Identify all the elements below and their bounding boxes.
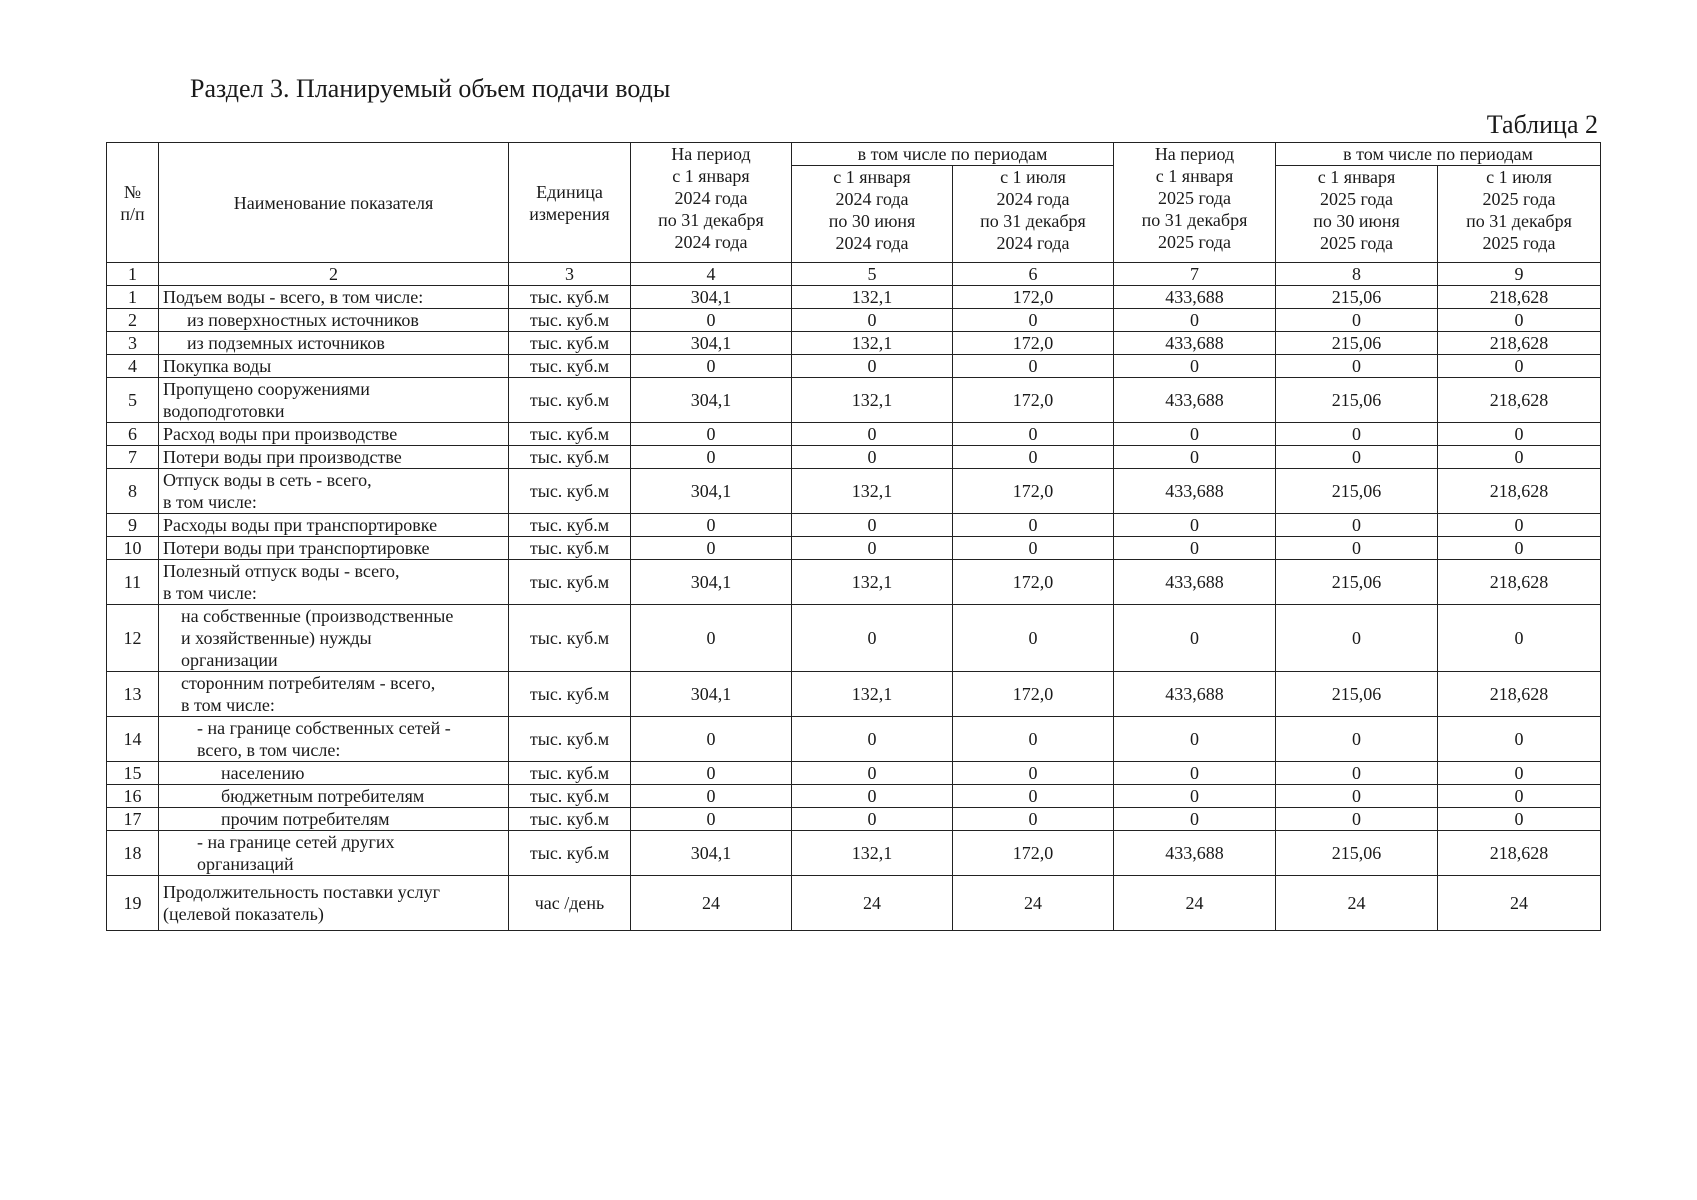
value-period-2024: 0 [631, 446, 792, 469]
table-row [107, 762, 1601, 785]
value-h2-2025: 218,628 [1438, 378, 1601, 423]
value-h2-2024: 172,0 [953, 831, 1114, 876]
header-period-2024: На период с 1 января 2024 года по 31 декабря 2024 года [631, 143, 792, 263]
column-number: 9 [1438, 263, 1601, 286]
unit: тыс. куб.м [509, 537, 631, 560]
value-h1-2024: 0 [792, 355, 953, 378]
column-number: 6 [953, 263, 1114, 286]
value-period-2025: 0 [1114, 355, 1276, 378]
value-period-2025: 24 [1114, 876, 1276, 931]
value-h2-2024: 0 [953, 537, 1114, 560]
value-h2-2024: 0 [953, 785, 1114, 808]
value-h2-2024: 0 [953, 514, 1114, 537]
value-h1-2025: 0 [1276, 537, 1438, 560]
value-h1-2025: 0 [1276, 762, 1438, 785]
column-number-row [107, 263, 1601, 286]
table-row [107, 808, 1601, 831]
value-period-2025: 0 [1114, 309, 1276, 332]
table-row [107, 560, 1601, 605]
header-incl-2025: в том числе по периодам [1276, 143, 1601, 166]
indicator-name: бюджетным потребителям [159, 785, 509, 808]
row-number: 5 [107, 378, 159, 423]
value-h2-2024: 0 [953, 762, 1114, 785]
table-row [107, 355, 1601, 378]
column-number: 8 [1276, 263, 1438, 286]
table-row [107, 831, 1601, 876]
unit: тыс. куб.м [509, 785, 631, 808]
unit: тыс. куб.м [509, 717, 631, 762]
value-h1-2025: 0 [1276, 717, 1438, 762]
value-h2-2024: 172,0 [953, 378, 1114, 423]
column-number: 5 [792, 263, 953, 286]
column-number: 1 [107, 263, 159, 286]
value-h1-2025: 0 [1276, 514, 1438, 537]
indicator-name: населению [159, 762, 509, 785]
value-h1-2024: 0 [792, 423, 953, 446]
header-h2-2024: с 1 июля 2024 года по 31 декабря 2024 года [953, 166, 1114, 263]
header-h2-2025: с 1 июля 2025 года по 31 декабря 2025 года [1438, 166, 1601, 263]
row-number: 6 [107, 423, 159, 446]
value-h2-2024: 0 [953, 309, 1114, 332]
value-h2-2025: 0 [1438, 605, 1601, 672]
table-row [107, 537, 1601, 560]
indicator-name: Продолжительность поставки услуг (целевой показатель) [159, 876, 509, 931]
value-h1-2024: 132,1 [792, 560, 953, 605]
value-h1-2025: 215,06 [1276, 672, 1438, 717]
value-h1-2024: 132,1 [792, 378, 953, 423]
row-number: 18 [107, 831, 159, 876]
value-period-2025: 0 [1114, 423, 1276, 446]
value-period-2025: 433,688 [1114, 831, 1276, 876]
table-row [107, 309, 1601, 332]
value-h2-2025: 0 [1438, 762, 1601, 785]
value-h2-2024: 0 [953, 717, 1114, 762]
value-h2-2025: 0 [1438, 355, 1601, 378]
indicator-name: Потери воды при производстве [159, 446, 509, 469]
unit: тыс. куб.м [509, 286, 631, 309]
value-h1-2025: 0 [1276, 446, 1438, 469]
value-period-2024: 304,1 [631, 332, 792, 355]
indicator-name: на собственные (производственные и хозяйственные) нужды организации [159, 605, 509, 672]
value-h2-2025: 218,628 [1438, 332, 1601, 355]
value-period-2024: 304,1 [631, 378, 792, 423]
value-h1-2025: 0 [1276, 605, 1438, 672]
value-period-2024: 0 [631, 423, 792, 446]
unit: тыс. куб.м [509, 514, 631, 537]
value-period-2025: 0 [1114, 717, 1276, 762]
indicator-name: Пропущено сооружениями водоподготовки [159, 378, 509, 423]
header-num: № п/п [107, 143, 159, 263]
value-h2-2025: 24 [1438, 876, 1601, 931]
value-h1-2024: 132,1 [792, 469, 953, 514]
value-h1-2024: 0 [792, 717, 953, 762]
unit: тыс. куб.м [509, 560, 631, 605]
value-h2-2025: 0 [1438, 514, 1601, 537]
row-number: 1 [107, 286, 159, 309]
value-period-2025: 0 [1114, 785, 1276, 808]
value-period-2025: 433,688 [1114, 560, 1276, 605]
table-row [107, 469, 1601, 514]
header-name: Наименование показателя [159, 143, 509, 263]
value-h2-2024: 0 [953, 446, 1114, 469]
value-h1-2024: 132,1 [792, 332, 953, 355]
value-h1-2025: 24 [1276, 876, 1438, 931]
value-h1-2024: 0 [792, 537, 953, 560]
indicator-name: из подземных источников [159, 332, 509, 355]
value-h1-2025: 215,06 [1276, 469, 1438, 514]
value-period-2024: 304,1 [631, 672, 792, 717]
value-h1-2025: 0 [1276, 423, 1438, 446]
value-h2-2024: 172,0 [953, 286, 1114, 309]
value-h2-2025: 0 [1438, 808, 1601, 831]
unit: тыс. куб.м [509, 423, 631, 446]
row-number: 3 [107, 332, 159, 355]
value-h2-2024: 24 [953, 876, 1114, 931]
row-number: 7 [107, 446, 159, 469]
value-period-2024: 304,1 [631, 286, 792, 309]
value-h2-2025: 218,628 [1438, 286, 1601, 309]
value-h2-2024: 0 [953, 605, 1114, 672]
row-number: 10 [107, 537, 159, 560]
column-number: 7 [1114, 263, 1276, 286]
indicator-name: Расходы воды при транспортировке [159, 514, 509, 537]
unit: тыс. куб.м [509, 605, 631, 672]
value-h1-2025: 215,06 [1276, 286, 1438, 309]
value-h2-2024: 172,0 [953, 560, 1114, 605]
value-h1-2024: 0 [792, 309, 953, 332]
value-h2-2025: 218,628 [1438, 469, 1601, 514]
unit: час /день [509, 876, 631, 931]
section-title: Раздел 3. Планируемый объем подачи воды [190, 74, 671, 103]
column-number: 3 [509, 263, 631, 286]
value-h1-2025: 215,06 [1276, 332, 1438, 355]
row-number: 4 [107, 355, 159, 378]
indicator-name: Потери воды при транспортировке [159, 537, 509, 560]
table-row [107, 876, 1601, 931]
value-period-2024: 304,1 [631, 831, 792, 876]
value-h1-2024: 132,1 [792, 831, 953, 876]
value-h2-2024: 172,0 [953, 672, 1114, 717]
header-incl-2024: в том числе по периодам [792, 143, 1114, 166]
row-number: 11 [107, 560, 159, 605]
value-h2-2025: 0 [1438, 717, 1601, 762]
table-row [107, 605, 1601, 672]
indicator-name: - на границе собственных сетей - всего, в том числе: [159, 717, 509, 762]
row-number: 16 [107, 785, 159, 808]
value-h1-2024: 24 [792, 876, 953, 931]
value-period-2024: 0 [631, 309, 792, 332]
value-h2-2024: 172,0 [953, 469, 1114, 514]
table-row [107, 378, 1601, 423]
row-number: 17 [107, 808, 159, 831]
unit: тыс. куб.м [509, 309, 631, 332]
value-h2-2025: 218,628 [1438, 831, 1601, 876]
header-h1-2024: с 1 января 2024 года по 30 июня 2024 года [792, 166, 953, 263]
value-h1-2025: 215,06 [1276, 378, 1438, 423]
value-period-2025: 0 [1114, 537, 1276, 560]
value-period-2024: 24 [631, 876, 792, 931]
value-h1-2024: 0 [792, 446, 953, 469]
unit: тыс. куб.м [509, 808, 631, 831]
row-number: 2 [107, 309, 159, 332]
value-h1-2024: 132,1 [792, 672, 953, 717]
unit: тыс. куб.м [509, 332, 631, 355]
indicator-name: прочим потребителям [159, 808, 509, 831]
unit: тыс. куб.м [509, 762, 631, 785]
value-h1-2024: 132,1 [792, 286, 953, 309]
value-h2-2025: 0 [1438, 446, 1601, 469]
value-period-2024: 0 [631, 537, 792, 560]
value-period-2024: 0 [631, 785, 792, 808]
indicator-name: сторонним потребителям - всего, в том числе: [159, 672, 509, 717]
value-h2-2025: 218,628 [1438, 560, 1601, 605]
value-period-2025: 433,688 [1114, 469, 1276, 514]
unit: тыс. куб.м [509, 378, 631, 423]
indicator-name: Покупка воды [159, 355, 509, 378]
row-number: 14 [107, 717, 159, 762]
value-period-2024: 0 [631, 605, 792, 672]
value-period-2025: 433,688 [1114, 332, 1276, 355]
unit: тыс. куб.м [509, 469, 631, 514]
indicator-name: - на границе сетей других организаций [159, 831, 509, 876]
value-period-2025: 433,688 [1114, 286, 1276, 309]
row-number: 9 [107, 514, 159, 537]
value-period-2025: 0 [1114, 605, 1276, 672]
row-number: 8 [107, 469, 159, 514]
value-period-2024: 0 [631, 762, 792, 785]
value-h2-2025: 0 [1438, 309, 1601, 332]
value-period-2024: 0 [631, 514, 792, 537]
value-h2-2024: 0 [953, 808, 1114, 831]
unit: тыс. куб.м [509, 672, 631, 717]
value-period-2025: 0 [1114, 808, 1276, 831]
table-row [107, 717, 1601, 762]
unit: тыс. куб.м [509, 446, 631, 469]
table-row [107, 286, 1601, 309]
value-h1-2025: 0 [1276, 785, 1438, 808]
header-period-2025: На период с 1 января 2025 года по 31 декабря 2025 года [1114, 143, 1276, 263]
table-row [107, 672, 1601, 717]
row-number: 13 [107, 672, 159, 717]
value-h2-2025: 0 [1438, 537, 1601, 560]
table-label: Таблица 2 [1486, 110, 1598, 139]
unit: тыс. куб.м [509, 831, 631, 876]
table-row [107, 785, 1601, 808]
unit: тыс. куб.м [509, 355, 631, 378]
indicator-name: Расход воды при производстве [159, 423, 509, 446]
value-h2-2025: 218,628 [1438, 672, 1601, 717]
value-h2-2025: 0 [1438, 423, 1601, 446]
indicator-name: Подъем воды - всего, в том числе: [159, 286, 509, 309]
header-row-1 [107, 143, 1601, 166]
value-h2-2024: 0 [953, 423, 1114, 446]
value-period-2024: 0 [631, 355, 792, 378]
row-number: 12 [107, 605, 159, 672]
value-h1-2024: 0 [792, 808, 953, 831]
indicator-name: Отпуск воды в сеть - всего, в том числе: [159, 469, 509, 514]
value-h1-2025: 0 [1276, 808, 1438, 831]
value-h1-2025: 0 [1276, 309, 1438, 332]
value-period-2025: 433,688 [1114, 672, 1276, 717]
value-period-2024: 304,1 [631, 469, 792, 514]
row-number: 15 [107, 762, 159, 785]
value-period-2025: 433,688 [1114, 378, 1276, 423]
value-h2-2024: 0 [953, 355, 1114, 378]
header-unit: Единица измерения [509, 143, 631, 263]
value-h1-2024: 0 [792, 785, 953, 808]
indicator-name: из поверхностных источников [159, 309, 509, 332]
value-period-2025: 0 [1114, 514, 1276, 537]
value-h2-2025: 0 [1438, 785, 1601, 808]
value-h1-2025: 0 [1276, 355, 1438, 378]
column-number: 4 [631, 263, 792, 286]
value-h1-2025: 215,06 [1276, 831, 1438, 876]
value-period-2024: 0 [631, 808, 792, 831]
water-supply-table [106, 142, 1601, 931]
row-number: 19 [107, 876, 159, 931]
value-period-2025: 0 [1114, 446, 1276, 469]
indicator-name: Полезный отпуск воды - всего, в том числе: [159, 560, 509, 605]
value-period-2024: 304,1 [631, 560, 792, 605]
value-period-2025: 0 [1114, 762, 1276, 785]
value-h1-2025: 215,06 [1276, 560, 1438, 605]
value-h1-2024: 0 [792, 514, 953, 537]
table-row [107, 514, 1601, 537]
value-period-2024: 0 [631, 717, 792, 762]
value-h1-2024: 0 [792, 762, 953, 785]
value-h2-2024: 172,0 [953, 332, 1114, 355]
table-row [107, 446, 1601, 469]
column-number: 2 [159, 263, 509, 286]
value-h1-2024: 0 [792, 605, 953, 672]
table-row [107, 423, 1601, 446]
table-row [107, 332, 1601, 355]
header-h1-2025: с 1 января 2025 года по 30 июня 2025 года [1276, 166, 1438, 263]
